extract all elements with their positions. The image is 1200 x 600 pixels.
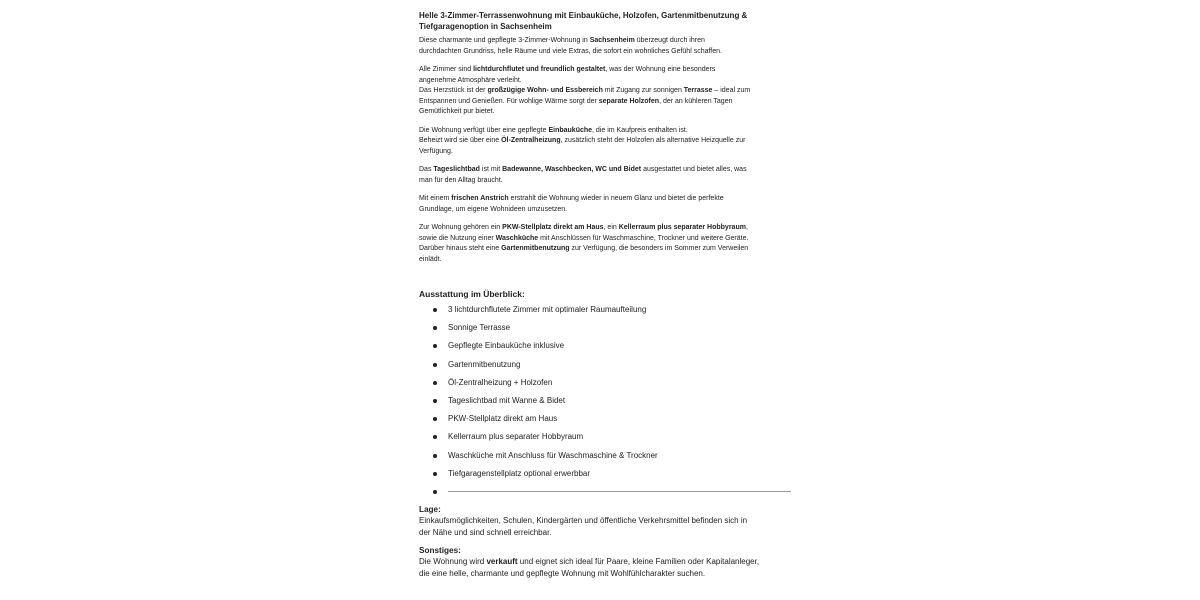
- extras-line-4: einlädt.: [419, 255, 442, 263]
- text: zur Verfügung, die besonders im Sommer zum Verweilen: [569, 245, 749, 252]
- bold-text: frischen Anstrich: [451, 195, 509, 202]
- bold-text: PKW-Stellplatz direkt am Haus: [502, 224, 604, 231]
- rooms-line-4: [419, 97, 789, 108]
- list-item: PKW-Stellplatz direkt am Haus: [419, 413, 789, 431]
- list-item: Kellerraum plus separater Hobbyraum: [419, 431, 789, 449]
- list-item: Sonnige Terrasse: [419, 322, 789, 340]
- bold-text: Badewanne, Waschbecken, WC und Bidet: [502, 166, 642, 173]
- intro-line-1: [419, 36, 789, 47]
- bold-text: großzügige Wohn- und Essbereich: [487, 87, 603, 94]
- text: ,: [745, 224, 748, 231]
- text: überzeugt durch ihren: [634, 37, 705, 44]
- location-line-2: der Nähe und sind schnell erreichbar.: [419, 528, 552, 538]
- kitchen-line-1: [419, 126, 789, 137]
- bath-line-1: [419, 165, 789, 176]
- text: mit Anschlüssen für Waschmaschine, Trockner und weitere Geräte.: [538, 234, 749, 242]
- text: Mit einem: [419, 195, 452, 202]
- bold-text: Öl-Zentralheizung: [501, 137, 561, 144]
- text: Die Wohnung wird: [419, 557, 487, 567]
- text: Das Herzstück ist der: [419, 87, 488, 94]
- text: Diese charmante und gepflegte 3-Zimmer-Wohnung in: [419, 37, 590, 44]
- list-item: Öl-Zentralheizung + Holzofen: [419, 377, 789, 395]
- text: , was der Wohnung eine besonders: [605, 66, 716, 73]
- text: Entspannen und Genießen. Für wohlige Wärme sorgt der: [419, 97, 599, 105]
- list-item: Gartenmitbenutzung: [419, 359, 789, 377]
- misc-label: Sonstiges:: [419, 546, 461, 556]
- bath-line-2: man für den Alltag braucht.: [419, 176, 503, 184]
- list-item: Tageslichtbad mit Wanne & Bidet: [419, 395, 789, 413]
- misc-text: [419, 556, 789, 580]
- paint-paragraph: [419, 194, 789, 215]
- bold-text: Tageslichtbad: [433, 166, 480, 173]
- text: Zur Wohnung gehören ein: [419, 224, 503, 231]
- overview-heading: Ausstattung im Überblick:: [419, 289, 525, 299]
- bold-text: Terrasse: [683, 87, 713, 94]
- horizontal-rule: [448, 491, 791, 492]
- bold-text: und: [524, 66, 541, 73]
- rooms-line-1: [419, 65, 789, 76]
- text: , ein: [603, 224, 619, 231]
- overview-list: [419, 304, 789, 504]
- text: Das: [419, 166, 434, 173]
- listing-title: Helle 3-Zimmer-Terrassenwohnung mit Einbauküche, Holzofen, Gartenmitbenutzung & Tiefgaragenoption in Sachsenheim: [419, 11, 748, 31]
- text: und eignet sich ideal für Paare, kleine Familien oder Kapitalanleger,: [517, 557, 760, 567]
- bold-text: separate Holzofen: [598, 97, 660, 105]
- list-item: 3 lichtdurchflutete Zimmer mit optimaler Raumaufteilung: [419, 304, 789, 322]
- paint-line-2: Grundlage, um eigene Wohnideen umzusetzen.: [419, 205, 568, 213]
- rooms-line-5: Gemütlichkeit pur bietet.: [419, 108, 495, 115]
- list-item-divider: [419, 486, 789, 504]
- extras-line-2: [419, 234, 789, 245]
- location-label: Lage:: [419, 505, 441, 515]
- text: mit Zugang zur sonnigen: [602, 87, 684, 94]
- misc-line-2: die eine helle, charmante und gepflegte Wohnung mit Wohlfühlcharakter suchen.: [419, 569, 706, 579]
- rooms-line-2: angenehme Atmosphäre verleiht.: [419, 76, 522, 84]
- intro-line-2: durchdachten Grundriss, helle Räume und viele Extras, die sofort ein wohnliches Gefühl schaffen.: [419, 47, 722, 55]
- rooms-line-3: [419, 86, 789, 97]
- bold-text: verkauft: [486, 557, 518, 567]
- text: Alle Zimmer sind: [419, 66, 474, 73]
- kitchen-paragraph: [419, 126, 789, 158]
- text: – ideal zum: [712, 87, 751, 94]
- list-item: Tiefgaragenstellplatz optional erwerbbar: [419, 468, 789, 486]
- bold-text: Kellerraum plus separater Hobbyraum: [618, 224, 746, 231]
- bold-text: Gartenmitbenutzung: [501, 245, 570, 252]
- text: ist mit: [479, 166, 503, 173]
- bold-text: freundlich gestaltet: [540, 66, 606, 73]
- text: , der an kühleren Tagen: [659, 97, 733, 105]
- text: sowie die Nutzung einer: [419, 234, 496, 242]
- kitchen-line-3: Verfügung.: [419, 147, 453, 155]
- text: , zusätzlich steht der Holzofen als alternative Heizquelle zur: [560, 137, 746, 144]
- bold-text: Waschküche: [495, 234, 539, 242]
- list-item: Gepflegte Einbauküche inklusive: [419, 340, 789, 358]
- extras-line-3: [419, 244, 789, 255]
- text: ausgestattet und bietet alles, was: [641, 166, 747, 173]
- rooms-paragraph: [419, 65, 789, 118]
- bold-text: lichtdurchflutet: [473, 66, 525, 73]
- bold-text: Einbauküche: [548, 126, 593, 134]
- bath-paragraph: [419, 165, 789, 186]
- kitchen-line-2: [419, 136, 789, 147]
- bold-text: Sachsenheim: [589, 37, 635, 44]
- extras-line-1: [419, 223, 789, 234]
- text: Beheizt wird sie über eine: [419, 137, 502, 144]
- misc-line-1: [419, 556, 789, 568]
- extras-paragraph: [419, 223, 789, 265]
- location-line-1: Einkaufsmöglichkeiten, Schulen, Kindergärten und öffentliche Verkehrsmittel befinden sich in: [419, 516, 748, 526]
- list-item: Waschküche mit Anschluss für Waschmaschine & Trockner: [419, 450, 789, 468]
- text: erstrahlt die Wohnung wieder in neuem Glanz und bietet die perfekte: [508, 195, 724, 202]
- intro-paragraph: [419, 36, 789, 57]
- text: Die Wohnung verfügt über eine gepflegte: [419, 126, 549, 134]
- text: Darüber hinaus steht eine: [419, 245, 502, 252]
- listing-document: [419, 10, 789, 586]
- location-text: [419, 515, 789, 539]
- paint-line-1: [419, 194, 789, 205]
- text: , die im Kaufpreis enthalten ist.: [592, 126, 688, 134]
